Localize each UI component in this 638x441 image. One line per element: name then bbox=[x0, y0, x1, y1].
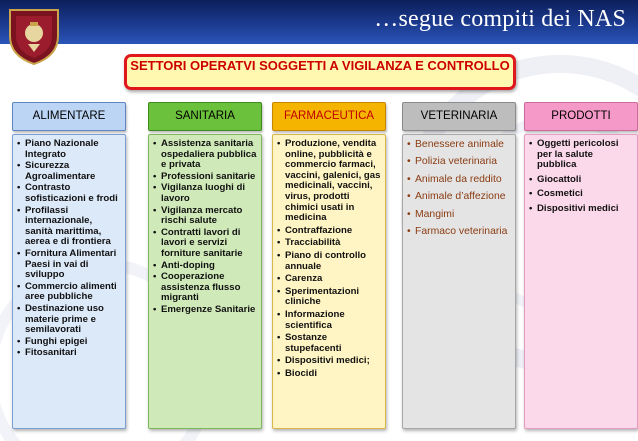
list-item: • Profilassi internazionale, sanità marittima, aerea e di frontiera bbox=[17, 206, 122, 248]
column-header-alimentare: ALIMENTARE bbox=[12, 102, 126, 131]
list-item: • Benessere animale bbox=[407, 139, 512, 150]
list-item: • Vigilanza mercato rischi salute bbox=[153, 206, 258, 227]
list-item: • Farmaco veterinaria bbox=[407, 226, 512, 237]
list-item: • Vigilanza luoghi di lavoro bbox=[153, 183, 258, 204]
list-item: • Contratti lavori di lavori e servizi forniture sanitarie bbox=[153, 228, 258, 260]
list-item: • Professioni sanitarie bbox=[153, 172, 258, 183]
list-item: • Dispositivi medici bbox=[529, 204, 634, 215]
list-item: • Biocidi bbox=[277, 369, 382, 380]
list-item: • Fitosanitari bbox=[17, 348, 122, 359]
column-header-sanitaria: SANITARIA bbox=[148, 102, 262, 131]
column-body-veterinaria bbox=[402, 134, 516, 429]
list-item: • Anti-doping bbox=[153, 261, 258, 272]
page-title: …segue compiti dei NAS bbox=[374, 6, 626, 32]
list-item: • Mangimi bbox=[407, 209, 512, 220]
list-item: • Dispositivi medici; bbox=[277, 356, 382, 367]
list-item: • Destinazione uso materie prime e semilavorati bbox=[17, 304, 122, 336]
list-item: • Fornitura Alimentari Paesi in vai di sviluppo bbox=[17, 249, 122, 281]
list-item: • Piano Nazionale Integrato bbox=[17, 139, 122, 160]
column-header-prodotti: PRODOTTI bbox=[524, 102, 638, 131]
list-item: • Carenza bbox=[277, 274, 382, 285]
column-body-prodotti bbox=[524, 134, 638, 429]
list-item: • Sostanze stupefacenti bbox=[277, 333, 382, 354]
section-banner: SETTORI OPERATVI SOGGETTI A VIGILANZA E CONTROLLO bbox=[124, 54, 516, 90]
column-header-farmaceutica: FARMACEUTICA bbox=[272, 102, 386, 131]
list-item: • Contraffazione bbox=[277, 226, 382, 237]
list-item: • Tracciabilità bbox=[277, 238, 382, 249]
list-item: • Piano di controllo annuale bbox=[277, 251, 382, 272]
list-item: • Sicurezza Agroalimentare bbox=[17, 161, 122, 182]
list-item: • Oggetti pericolosi per la salute pubblica bbox=[529, 139, 634, 171]
column-body-farmaceutica bbox=[272, 134, 386, 429]
list-item: • Polizia veterinaria bbox=[407, 156, 512, 167]
list-item: • Informazione scientifica bbox=[277, 310, 382, 331]
list-item: • Assistenza sanitaria ospedaliera pubblica e privata bbox=[153, 139, 258, 171]
list-item: • Cooperazione assistenza flusso migranti bbox=[153, 272, 258, 304]
list-item: • Animale da reddito bbox=[407, 174, 512, 185]
column-body-alimentare bbox=[12, 134, 126, 429]
list-item: • Commercio alimenti aree pubbliche bbox=[17, 282, 122, 303]
list-item: • Funghi epigei bbox=[17, 337, 122, 348]
list-item: • Sperimentazioni cliniche bbox=[277, 287, 382, 308]
list-item: • Cosmetici bbox=[529, 189, 634, 200]
column-header-veterinaria: VETERINARIA bbox=[402, 102, 516, 131]
nas-shield-emblem bbox=[6, 6, 62, 66]
column-body-sanitaria bbox=[148, 134, 262, 429]
list-item: • Emergenze Sanitarie bbox=[153, 305, 258, 316]
list-item: • Animale d’affezione bbox=[407, 191, 512, 202]
list-item: • Contrasto sofisticazioni e frodi bbox=[17, 183, 122, 204]
list-item: • Giocattoli bbox=[529, 175, 634, 186]
list-item: • Produzione, vendita online, pubblicità e commercio farmaci, vaccini, galenici, gas medicinali, vaccini, virus, prodotti chimici usati in medicina bbox=[277, 139, 382, 224]
